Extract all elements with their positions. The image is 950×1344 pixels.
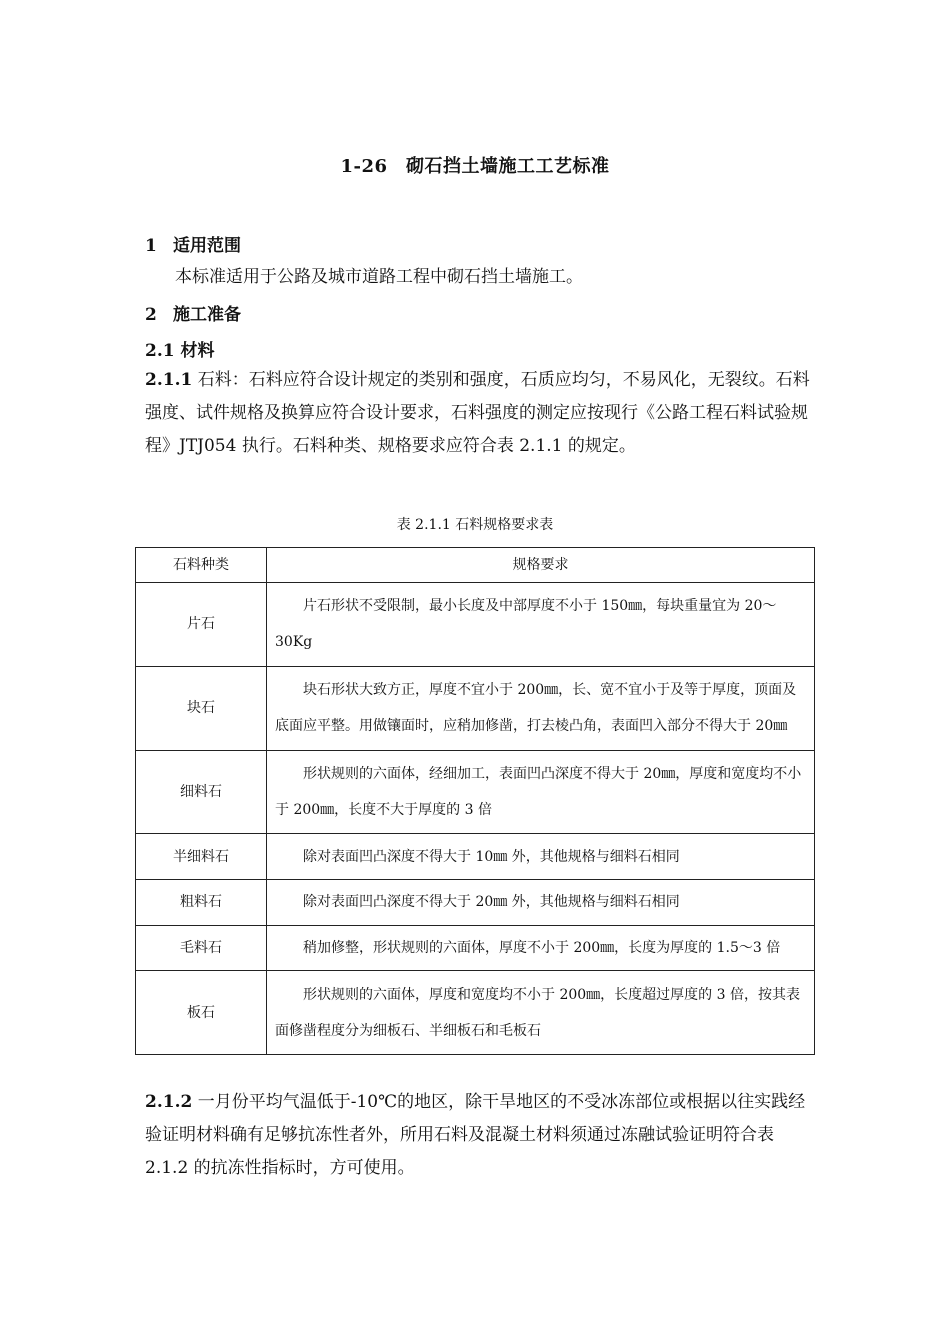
- paragraph-2-1-1-text: 石料：石料应符合设计规定的类别和强度，石质应均匀，不易风化，无裂纹。石料强度、试件规格及换算应符合设计要求，石料强度的测定应按现行《公路工程石料试验规程》JTJ054 执行。石料种类、规格要求应符合表 2.1.1 的规定。: [145, 370, 810, 456]
- stone-type-cell: 细料石: [136, 750, 267, 834]
- header-stone-type: 石料种类: [136, 548, 267, 583]
- spec-requirement-cell: 形状规则的六面体，厚度和宽度均不小于 200㎜，长度超过厚度的 3 倍，按其表面修凿程度分为细板石、半细板石和毛板石: [267, 971, 815, 1055]
- table-row: [136, 834, 815, 880]
- stone-type-cell: 粗料石: [136, 879, 267, 925]
- stone-type-cell: 半细料石: [136, 834, 267, 880]
- stone-type-cell: 块石: [136, 666, 267, 750]
- section-1-number: 1: [145, 236, 157, 256]
- section-2-label: 施工准备: [173, 305, 241, 325]
- section-1-body: 本标准适用于公路及城市道路工程中砌石挡土墙施工。: [175, 267, 583, 287]
- spec-requirement-cell: 块石形状大致方正，厚度不宜小于 200㎜，长、宽不宜小于及等于厚度，顶面及底面应平整。用做镶面时，应稍加修凿，打去棱凸角，表面凹入部分不得大于 20㎜: [267, 666, 815, 750]
- section-1-label: 适用范围: [173, 236, 241, 256]
- table-row: [136, 750, 815, 834]
- paragraph-2-1-2-text: 一月份平均气温低于-10℃的地区，除干旱地区的不受冰冻部位或根据以往实践经验证明材料确有足够抗冻性者外，所用石料及混凝土材料须通过冻融试验证明符合表 2.1.2 的抗冻性指标时，方可使用。: [145, 1092, 806, 1178]
- table-row: [136, 925, 815, 971]
- section-1-heading: [145, 231, 241, 256]
- table-row: [136, 583, 815, 667]
- spec-requirement-cell: 除对表面凹凸深度不得大于 20㎜ 外，其他规格与细料石相同: [267, 879, 815, 925]
- spec-requirement-cell: 除对表面凹凸深度不得大于 10㎜ 外，其他规格与细料石相同: [267, 834, 815, 880]
- spec-requirement-cell: 形状规则的六面体，经细加工，表面凹凸深度不得大于 20㎜，厚度和宽度均不小于 200㎜，长度不大于厚度的 3 倍: [267, 750, 815, 834]
- section-2-number: 2: [145, 305, 157, 325]
- table-row: [136, 879, 815, 925]
- table-caption: 表 2.1.1 石料规格要求表: [396, 517, 554, 533]
- section-2-1-heading: 2.1 材料: [145, 341, 215, 361]
- page-title: 1-26 砌石挡土墙施工工艺标准: [340, 156, 610, 177]
- stone-spec-table: [135, 547, 815, 1055]
- table-row: [136, 666, 815, 750]
- stone-type-cell: 片石: [136, 583, 267, 667]
- stone-type-cell: 毛料石: [136, 925, 267, 971]
- header-spec-requirement: 规格要求: [267, 548, 815, 583]
- spec-requirement-cell: 稍加修整，形状规则的六面体，厚度不小于 200㎜，长度为厚度的 1.5～3 倍: [267, 925, 815, 971]
- section-2-heading: [145, 300, 241, 325]
- paragraph-2-1-1: [145, 364, 810, 463]
- paragraph-2-1-2: [145, 1086, 810, 1185]
- paragraph-2-1-2-number: 2.1.2: [145, 1092, 193, 1112]
- table-header-row: [136, 548, 815, 583]
- stone-type-cell: 板石: [136, 971, 267, 1055]
- table-row: [136, 971, 815, 1055]
- paragraph-2-1-1-number: 2.1.1: [145, 370, 193, 390]
- spec-requirement-cell: 片石形状不受限制，最小长度及中部厚度不小于 150㎜，每块重量宜为 20～30Kg: [267, 583, 815, 667]
